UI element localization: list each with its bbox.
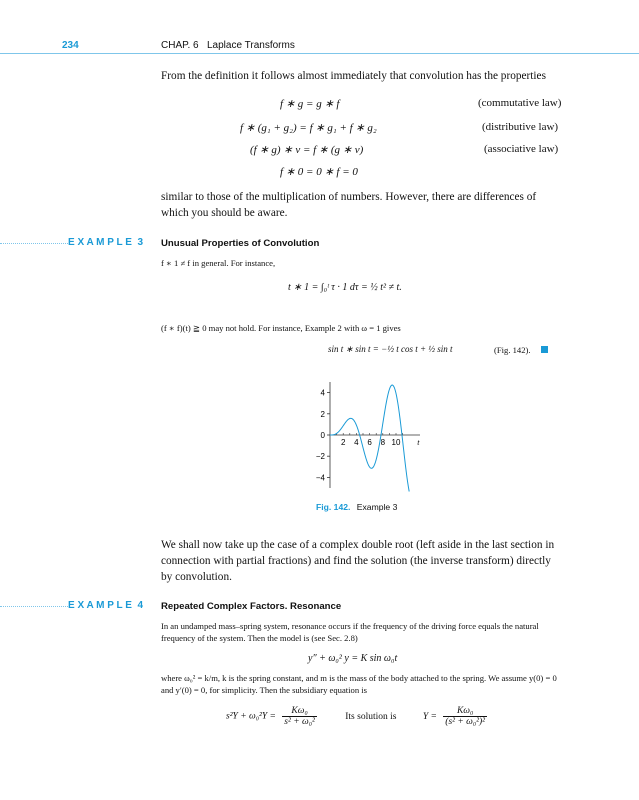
example4-eq2	[226, 706, 487, 727]
example4-title: Repeated Complex Factors. Resonance	[161, 601, 342, 612]
figure-142-chart	[300, 372, 420, 498]
property-commutative-label: (commutative law)	[478, 97, 562, 109]
figure-caption-text: Example 3	[356, 502, 398, 512]
end-of-example-square	[541, 346, 548, 353]
x-tick-label: 2	[340, 438, 346, 447]
page-number: 234	[62, 40, 79, 51]
x-axis-label: t	[417, 438, 420, 447]
chapter-title: Laplace Transforms	[207, 40, 295, 51]
y-tick-label: 2	[320, 409, 325, 419]
example4-para1: In an undamped mass–spring system, resonance occurs if the frequency of the driving force equals the natural frequency of the system. Then the model is (see Sec. 2.8)	[161, 621, 539, 643]
eq2-right: Y =	[422, 711, 437, 722]
y-tick-label: 4	[320, 388, 325, 398]
example3-eq1-text: t ∗ 1 = ∫₀ᵗ τ · 1 dτ = ½ t² ≠ t.	[288, 282, 402, 293]
property-zero: f ∗ 0 = 0 ∗ f = 0	[280, 166, 358, 178]
eq2-numerator-solution: Kω₀	[443, 706, 487, 717]
example3-title: Unusual Properties of Convolution	[161, 238, 320, 249]
y-tick-label: 0	[320, 431, 325, 440]
eq2-numerator: Kω₀	[282, 706, 317, 717]
eq2-left: s²Y + ω₀²Y =	[226, 711, 276, 722]
chapter-number: CHAP. 6	[161, 40, 199, 51]
x-tick-label: 8	[380, 438, 386, 447]
y-tick-label: −4	[315, 473, 325, 483]
property-associative-label: (associative law)	[484, 143, 559, 155]
eq2-fraction-solution	[443, 706, 487, 727]
property-commutative: f ∗ g = g ∗ f	[280, 98, 340, 110]
figure-caption-label: Fig. 142.	[316, 502, 351, 512]
y-tick-label: −2	[315, 452, 325, 462]
x-tick-label: 10	[391, 438, 401, 447]
after-properties-text: similar to those of the multiplication of numbers. However, there are differences of which you should be aware.	[161, 191, 537, 219]
example4-para2: where ω₀² = k/m, k is the spring constant, and m is the mass of the body attached to the spring. We assume y(0) = 0 and y′(0) = 0, for simplicity. Then the subsidiary equation is	[161, 673, 557, 695]
example3-eq2: sin t ∗ sin t = −½ t cos t + ½ sin t	[328, 344, 453, 354]
header-rule	[0, 53, 639, 54]
property-distributive: f ∗ (g₁ + g₂) = f ∗ g₁ + f ∗ g₂	[240, 122, 377, 134]
eq2-denominator: s² + ω₀²	[284, 717, 315, 727]
example3-tag: E X A M P L E 3	[68, 237, 144, 248]
transition-text: We shall now take up the case of a complex double root (left aside in the last section in connection with partial fractions) and find the solution (the inverse transform) directly by convolution.	[161, 539, 555, 583]
example4-eq1: y″ + ω₀² y = K sin ω₀t	[308, 653, 398, 664]
eq2-denominator-solution: (s² + ω₀²)²	[445, 717, 486, 727]
eq2-fraction	[282, 706, 317, 727]
property-distributive-label: (distributive law)	[482, 121, 559, 133]
example3-line2: (f ∗ f)(t) ≧ 0 may not hold. For instance, Example 2 with ω = 1 gives	[161, 323, 401, 333]
example4-tag: E X A M P L E 4	[68, 600, 144, 611]
x-tick-label: 6	[367, 438, 372, 447]
eq2-mid-text: Its solution is	[345, 711, 397, 722]
property-associative: (f ∗ g) ∗ v = f ∗ (g ∗ v)	[250, 144, 364, 156]
example3-eq1	[288, 282, 402, 293]
x-tick-label: 4	[354, 438, 359, 447]
intro-text: From the definition it follows almost immediately that convolution has the properties	[161, 70, 546, 82]
example3-line1: f ∗ 1 ≠ f in general. For instance,	[161, 258, 276, 268]
example3-fig-ref: (Fig. 142).	[494, 345, 531, 355]
